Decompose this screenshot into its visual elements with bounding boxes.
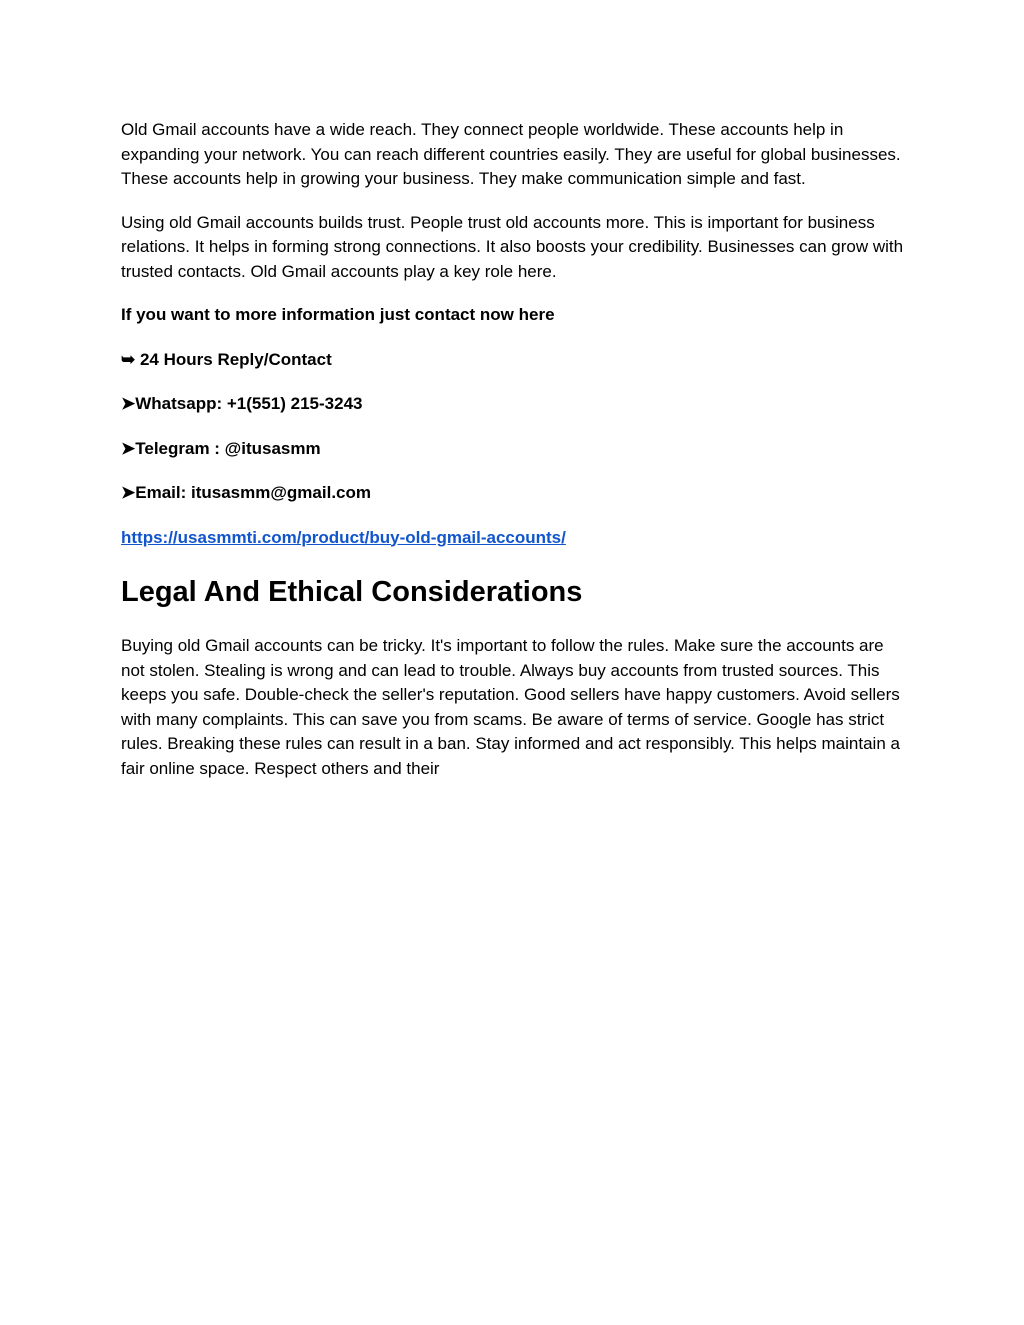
whatsapp-line: ➤Whatsapp: +1(551) 215-3243 xyxy=(121,394,363,413)
link-container xyxy=(121,526,911,551)
paragraph-wide-reach: Old Gmail accounts have a wide reach. They connect people worldwide. These accounts help in expanding your network. You can reach different countries easily. They are useful for global businesses. These accounts help in growing your business. They make communication simple and fast. xyxy=(121,120,901,188)
document-page xyxy=(121,118,911,800)
telegram-line: ➤Telegram : @itusasmm xyxy=(121,438,321,458)
paragraph-legal: Buying old Gmail accounts can be tricky. It's important to follow the rules. Make sure the accounts are not stolen. Stealing is wrong and can lead to trouble. Always buy accounts from trusted sources. This keeps you safe. Double-check the seller's reputation. Good sellers have happy customers. Avoid sellers with many complaints. This can save you from scams. Be aware of terms of service. Google has strict rules. Breaking these rules can result in a ban. Stay informed and act responsibly. This helps maintain a fair online space. Respect others and their xyxy=(121,636,900,778)
reply-line: ➥ 24 Hours Reply/Contact xyxy=(121,349,332,369)
section-heading: Legal And Ethical Considerations xyxy=(121,576,583,608)
paragraph-builds-trust: Using old Gmail accounts builds trust. People trust old accounts more. This is important for business relations. It helps in forming strong connections. It also boosts your credibility. Businesses can grow with trusted contacts. Old Gmail accounts play a key role here. xyxy=(121,212,904,281)
email-line: ➤Email: itusasmm@gmail.com xyxy=(121,483,372,502)
contact-intro: If you want to more information just contact now here xyxy=(121,305,555,324)
product-link[interactable]: https://usasmmti.com/product/buy-old-gmail-accounts/ xyxy=(121,527,566,547)
